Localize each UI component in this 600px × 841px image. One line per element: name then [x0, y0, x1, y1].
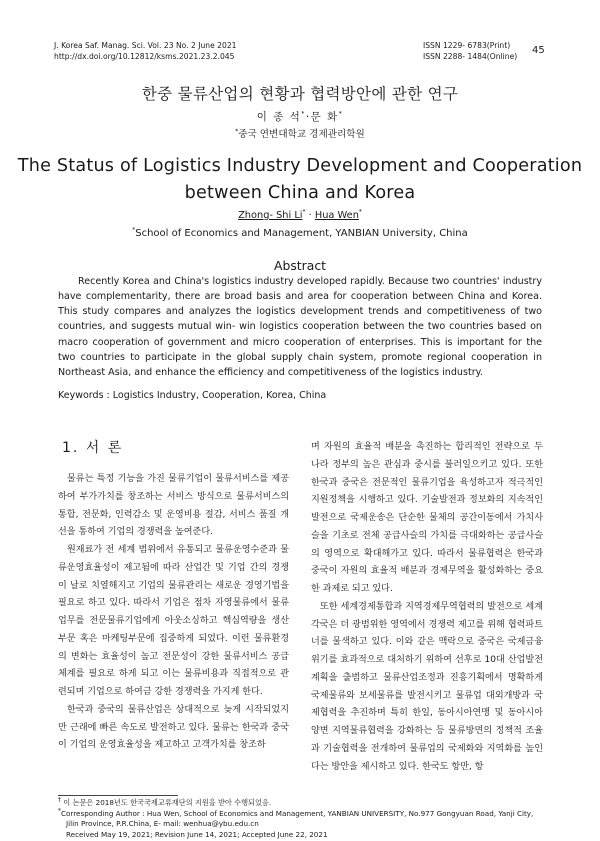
english-affiliation-text: School of Economics and Management, YANBIAN University, China	[135, 228, 468, 239]
english-affiliation	[0, 228, 600, 239]
issn-block	[423, 41, 517, 62]
abstract-text: Recently Korea and China's logistics industry developed rapidly. Because two countries' industry have complementarity, there are broad basis and area for cooperation between China and Korea. This study compares and analyzes the logistics development trends and competitiveness of two countries, and suggests mutual win- win logistics cooperation between the two countries based on macro cooperation of government and micro cooperation of enterprises. This is important for the two countries to participate in the global supply chain system, promote regional cooperation in Northeast Asia, and enhance the efficiency and competitiveness of the logistics industry.	[58, 276, 542, 378]
paragraph: 원재료가 전 세계 범위에서 유통되고 물류운영수준과 물류운영효율성이 제고됨에 따라 산업간 및 기업 간의 경쟁이 날로 치열해지고 기업의 물류관리는 새로운 경영기법을 필요로 하고 있다. 따라서 기업은 점차 자영물류에서 물류업무를 전문물류기업에게 아웃소싱하고 핵심역량을 생산부문 혹은 마케팅부문에 집중하게 되었다. 이런 물류환경의 변화는 효율성이 높고 전문성이 강한 물류서비스 공급체계를 필요로 하게 되고 이는 물류비용과 직접적으로 관련되며 기업으로 하여금 강한 경쟁력을 가지게 한다.	[58, 545, 289, 697]
author-mark: *	[358, 208, 362, 216]
paragraph: 한국과 중국의 물류산업은 상대적으로 늦게 시작되었지만 근래에 빠른 속도로 발전하고 있다. 물류는 한국과 중국이 기업의 운영효율성을 제고하고 고객가치를 창조하	[58, 704, 289, 751]
footnote-mark: *	[58, 807, 61, 815]
right-column	[311, 439, 543, 776]
english-author-1: Zhong- Shi Li	[238, 210, 303, 221]
english-author-2: Hua Wen	[314, 210, 359, 221]
footnote-address: Jilin Province, P.R.China, E- mail: wenhua@ybu.edu.cn	[66, 819, 259, 829]
korean-author-2: 문 화	[310, 111, 339, 123]
footnote-corresponding	[58, 809, 533, 820]
english-authors	[0, 210, 600, 221]
korean-affiliation-text: 중국 연변대학교 경제관리학원	[238, 129, 365, 140]
korean-affiliation	[0, 126, 600, 140]
footnote-mark: †	[58, 796, 61, 804]
abstract-body	[58, 274, 542, 380]
paragraph: 또한 세계경제통합과 지역경제무역협력의 발전으로 세계 각국은 더 광범위한 영역에서 경쟁력 제고를 위해 협력파트너를 물색하고 있다. 이와 같은 맥락으로 중국은 국제금융위기를 효과적으로 대처하기 위하여 선후로 10대 산업발전계획을 출범하고 물류산업조정과 진흥기획에서 명확하게 국제물류와 보세물류를 발전시키고 물류업 대외개방과 국제협력을 추진하며 특히 한일, 동아시아연맹 및 동아시아 양변 지역물류협력을 강화하는 등 물류방면의 정책적 조율과 기술협력을 전개하여 물류업의 국제화와 지역화를 높인다는 방안을 제시하고 있다. 한국도 항만, 항	[311, 601, 543, 772]
korean-authors	[0, 109, 600, 124]
issn-online: ISSN 2288- 1484(Online)	[423, 51, 518, 61]
paragraph: 물류는 특정 기능을 가진 물류기업이 물류서비스를 제공하여 부가가치를 창조하는 서비스 방식으로 물류서비스의 통합, 전문화, 인력감소 및 운영비용 절감, 서비스 품질 개선을 통하여 기업의 경쟁력을 높여준다.	[58, 474, 289, 538]
author-mark: *	[302, 208, 306, 216]
affiliation-mark: *	[132, 226, 136, 234]
english-title-line-2: between China and Korea	[184, 183, 416, 203]
footnote-corresponding-text: Corresponding Author : Hua Wen, School of Economics and Management, YANBIAN UNIVERSITY, No.977 Gongyuan Road, Yanji City,	[61, 808, 534, 818]
author-separator: ·	[305, 111, 311, 123]
page-number: 45	[532, 45, 545, 56]
issn-print: ISSN 1229- 6783(Print)	[423, 41, 511, 50]
journal-header	[54, 41, 237, 62]
english-title-line-1: The Status of Logistics Industry Development and Cooperation	[17, 156, 583, 176]
journal-citation: J. Korea Saf. Manag. Sci. Vol. 23 No. 2 June 2021	[54, 41, 237, 50]
keywords: Keywords : Logistics Industry, Cooperation, Korea, China	[58, 390, 327, 401]
footnote-divider	[58, 795, 178, 796]
received-dates: Received May 19, 2021; Revision June 14, 2021; Accepted June 22, 2021	[66, 830, 328, 840]
left-column	[58, 471, 289, 755]
author-mark: *	[338, 110, 344, 118]
korean-author-1: 이 종 석	[256, 111, 302, 123]
doi-link[interactable]: http://dx.doi.org/10.12812/ksms.2021.23.2.045	[54, 51, 235, 61]
abstract-heading: Abstract	[273, 258, 326, 273]
affiliation-mark: *	[235, 127, 239, 135]
korean-title: 한중 물류산업의 현황과 협력방안에 관한 연구	[141, 85, 459, 103]
footnote-funding	[58, 798, 533, 809]
section-heading-introduction: 1. 서 론	[62, 440, 124, 456]
footnote-funding-text: 이 논문은 2018년도 한국국제교류재단의 지원을 받아 수행되었음.	[63, 798, 272, 807]
author-separator: ·	[305, 210, 315, 221]
paragraph: 며 자원의 효율적 배분을 촉진하는 합리적인 전략으로 두 나라 정부의 높은 관심과 중시를 불러일으키고 있다. 또한 한국과 중국은 전문적인 물류기업을 육성하고자 적극적인 지원정책을 시행하고 있다. 기술발전과 정보화의 지속적인 발전으로 국제운송은 단순한 물체의 공간이동에서 가치사슬을 기초로 전체 공급사슬의 가치를 극대화하는 공급사슬의 영역으로 확대해가고 있다. 따라서 물류협력은 한국과 중국이 자원의 효율적 배분과 경제무역을 활성화하는 중요한 과제로 되고 있다.	[311, 442, 543, 594]
author-mark: *	[301, 110, 306, 118]
footnotes	[58, 798, 533, 841]
